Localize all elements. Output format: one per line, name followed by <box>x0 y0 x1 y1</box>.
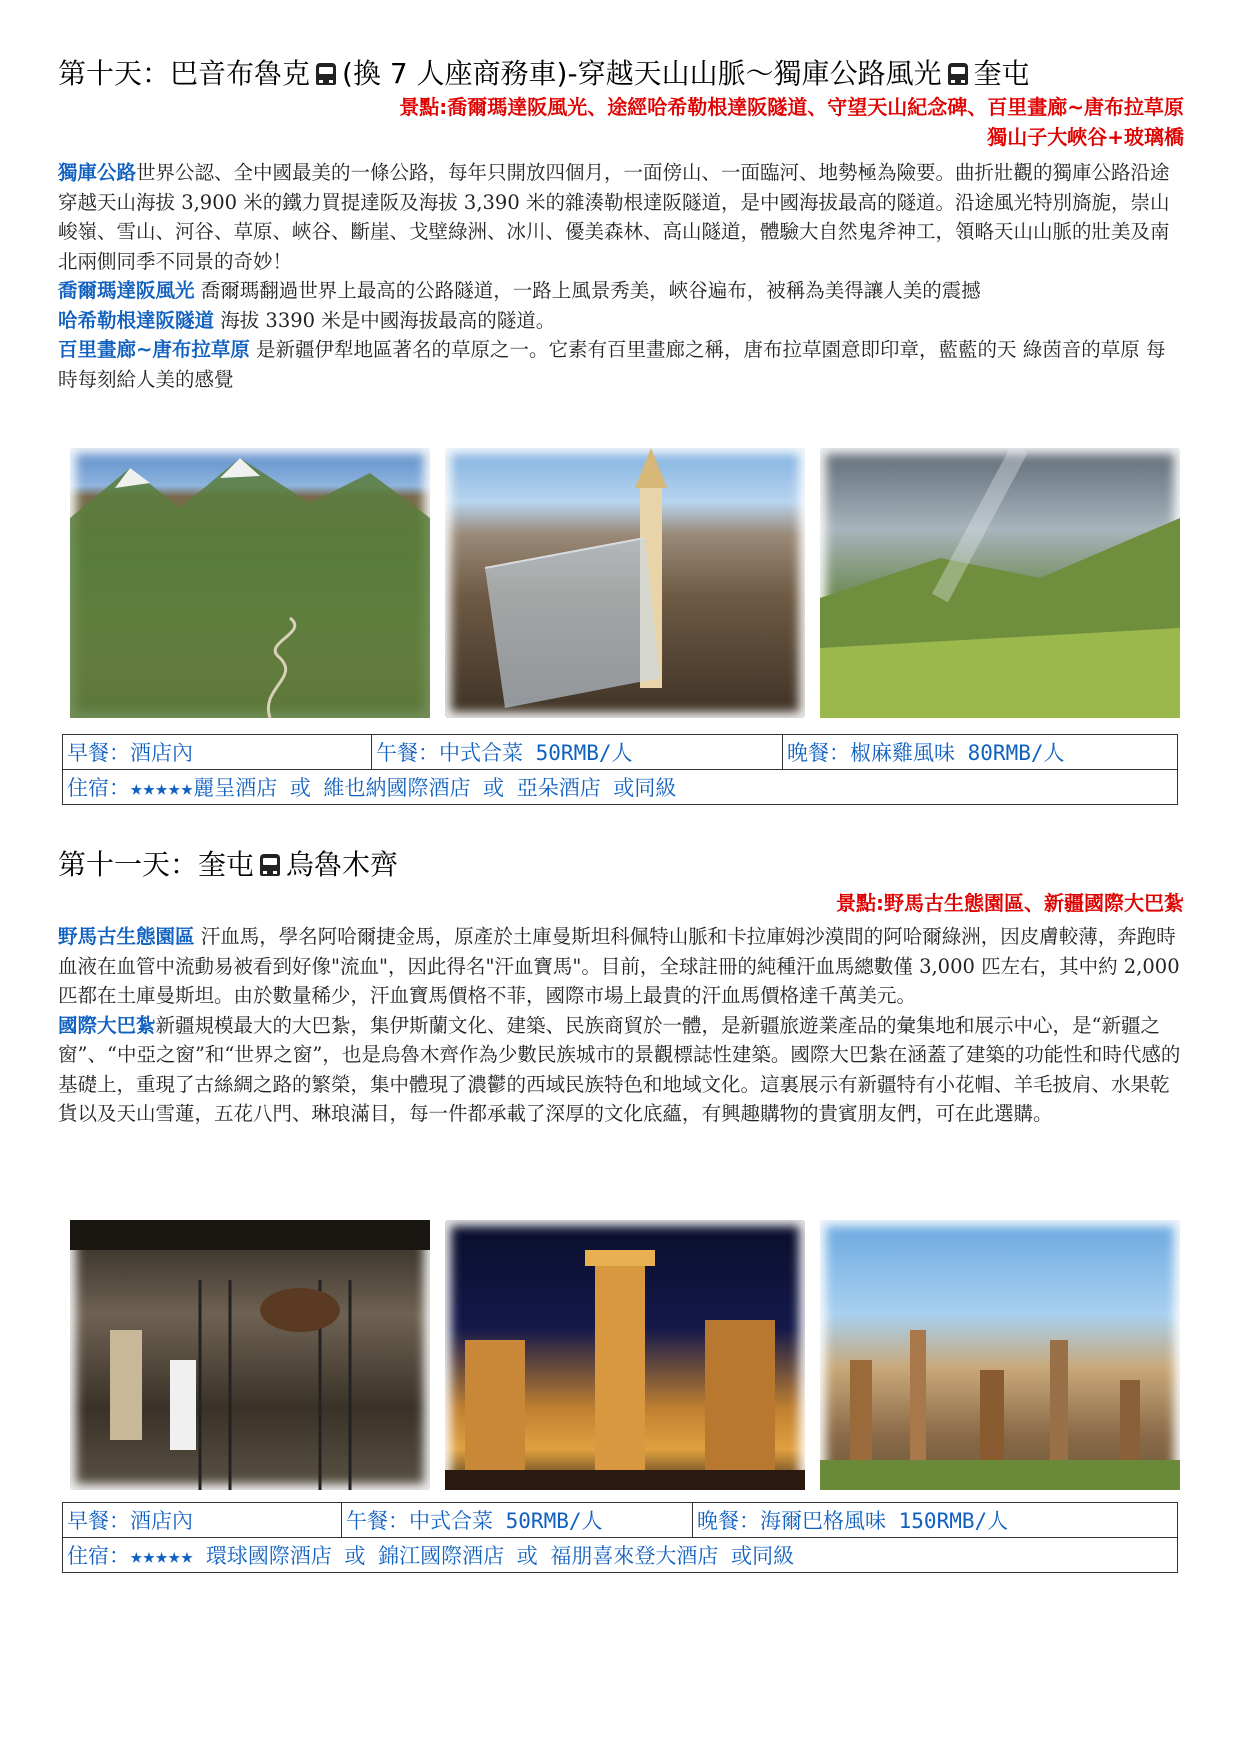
photo-grand-bazaar <box>445 1220 805 1490</box>
day10-spots-line2: 獨山子大峽谷+玻璃橋 <box>987 125 1184 149</box>
day11-photos <box>70 1220 1180 1490</box>
day11-spots-line1: 景點:野馬古生態園區、新疆國際大巴紮 <box>836 891 1184 915</box>
day10-paragraph-qiaoerma <box>58 276 1184 306</box>
day11-title-part2: 烏魯木齊 <box>286 848 399 881</box>
day10-text-tunnel: 海拔 3390 米是中國海拔最高的隧道。 <box>214 308 556 332</box>
day10-highlight-duku: 獨庫公路 <box>58 161 137 184</box>
mountain-road-illustration <box>70 448 430 718</box>
glass-bridge-illustration <box>445 448 805 718</box>
day11-highlight-bazaar: 國際大巴紮 <box>58 1013 156 1037</box>
horse-stable-illustration <box>70 1220 430 1490</box>
photo-grassland <box>820 448 1180 718</box>
day10-dinner: 晚餐：椒麻雞風味 80RMB/人 <box>783 735 1178 770</box>
day10-description <box>58 158 1184 394</box>
day10-spots-line1: 景點:喬爾瑪達阪風光、途經哈希勒根達阪隧道、守望天山紀念碑、百里畫廊~唐布拉草原 <box>399 95 1184 119</box>
grassland-illustration <box>820 448 1180 718</box>
day11-paragraph-horse <box>58 922 1184 1011</box>
day10-paragraph-tangbula <box>58 335 1184 394</box>
day10-paragraph-duku <box>58 158 1184 276</box>
photo-mountain-road <box>70 448 430 718</box>
day10-photos <box>70 448 1180 718</box>
photo-glass-bridge <box>445 448 805 718</box>
day11-spots <box>58 888 1184 918</box>
photo-horse-stable <box>70 1220 430 1490</box>
day10-title-part3: 奎屯 <box>973 57 1030 90</box>
day10-breakfast: 早餐：酒店內 <box>63 735 372 770</box>
day10-meals-table <box>62 734 1178 805</box>
day10-highlight-tunnel: 哈希勒根達阪隧道 <box>58 308 215 332</box>
day10-title-part1: 第十天：巴音布魯克 <box>58 57 311 90</box>
day11-lunch: 午餐：中式合菜 50RMB/人 <box>342 1503 693 1538</box>
day11-section <box>58 845 1184 885</box>
day10-highlight-tangbula: 百里畫廊~唐布拉草原 <box>58 338 250 361</box>
day11-breakfast: 早餐：酒店內 <box>63 1503 342 1538</box>
day11-highlight-horse: 野馬古生態園區 <box>58 925 195 948</box>
day11-text-bazaar: 新疆規模最大的大巴紮，集伊斯蘭文化、建築、民族商貿於一體，是新疆旅遊業產品的彙集地和展示中心，是“新疆之窗”、“中亞之窗”和“世界之窗”，也是烏魯木齊作為少數民族城市的景觀標誌性建築。國際大巴紮在涵蓋了建築的功能性和時代感的基礎上，重現了古絲綢之路的繁榮，集中體現了濃鬱的西域民族特色和地域文化。這裏展示有新疆特有小花帽、羊毛披肩、水果乾貨以及天山雪蓮，五花八門、琳琅滿目，每一件都承載了深厚的文化底蘊，有興趣購物的貴賓朋友們，可在此選購。 <box>58 1013 1181 1125</box>
day11-description <box>58 922 1184 1129</box>
day10-title <box>58 54 1184 94</box>
day11-title <box>58 845 1184 885</box>
bus-icon <box>316 63 336 85</box>
day10-lunch: 午餐：中式合菜 50RMB/人 <box>372 735 783 770</box>
day11-title-part1: 第十一天：奎屯 <box>58 848 255 881</box>
stone-forest-illustration <box>820 1220 1180 1490</box>
day10-text-qiaoerma: 喬爾瑪翻過世界上最高的公路隧道，一路上風景秀美，峽谷遍布，被稱為美得讓人美的震撼 <box>194 279 981 302</box>
day10-section <box>58 54 1184 94</box>
day11-meals-table <box>62 1502 1178 1573</box>
day11-paragraph-bazaar <box>58 1011 1184 1129</box>
day10-spots <box>58 92 1184 152</box>
day10-highlight-qiaoerma: 喬爾瑪達阪風光 <box>58 279 195 302</box>
day10-text-duku: 世界公認、全中國最美的一條公路，每年只開放四個月，一面傍山、一面臨河、地勢極為險要。曲折壯觀的獨庫公路沿途穿越天山海拔 3,900 米的鐵力買提達阪及海拔 3,390 米的雜湊勒根達阪隧道，是中國海拔最高的隧道。沿途風光特別旖旎，崇山峻嶺、雪山、河谷、草原、峽谷、斷崖、戈壁綠洲、冰川、優美森林、高山隧道，體驗大自然鬼斧神工，領略天山山脈的壯美及南北兩側同季不同景的奇妙！ <box>58 161 1170 273</box>
day10-title-part2: (換 7 人座商務車)-穿越天山山脈～獨庫公路風光 <box>342 57 942 90</box>
day10-hotel: 住宿：★★★★★麗呈酒店 或 維也納國際酒店 或 亞朵酒店 或同級 <box>63 770 1178 805</box>
day10-text-tangbula: 是新疆伊犁地區著名的草原之一。它素有百里畫廊之稱，唐布拉草園意即印章，藍藍的天 綠茵音的草原 每時每刻給人美的感覺 <box>58 338 1166 391</box>
day11-dinner: 晚餐：海爾巴格風味 150RMB/人 <box>693 1503 1178 1538</box>
bus-icon <box>948 63 968 85</box>
bus-icon <box>260 854 280 876</box>
photo-stone-forest <box>820 1220 1180 1490</box>
grand-bazaar-illustration <box>445 1220 805 1490</box>
day11-text-horse: 汗血馬，學名阿哈爾捷金馬，原產於土庫曼斯坦科佩特山脈和卡拉庫姆沙漠間的阿哈爾綠洲，因皮膚較薄，奔跑時血液在血管中流動易被看到好像"流血"，因此得名"汗血寶馬"。目前，全球註冊的純種汗血馬總數僅 3,000 匹左右，其中約 2,000 匹都在土庫曼斯坦。由於數量稀少，汗血寶馬價格不菲，國際市場上最貴的汗血馬價格達千萬美元。 <box>58 925 1180 1007</box>
day11-hotel: 住宿：★★★★★ 環球國際酒店 或 錦江國際酒店 或 福朋喜來登大酒店 或同級 <box>63 1538 1178 1573</box>
day10-paragraph-tunnel <box>58 306 1184 336</box>
